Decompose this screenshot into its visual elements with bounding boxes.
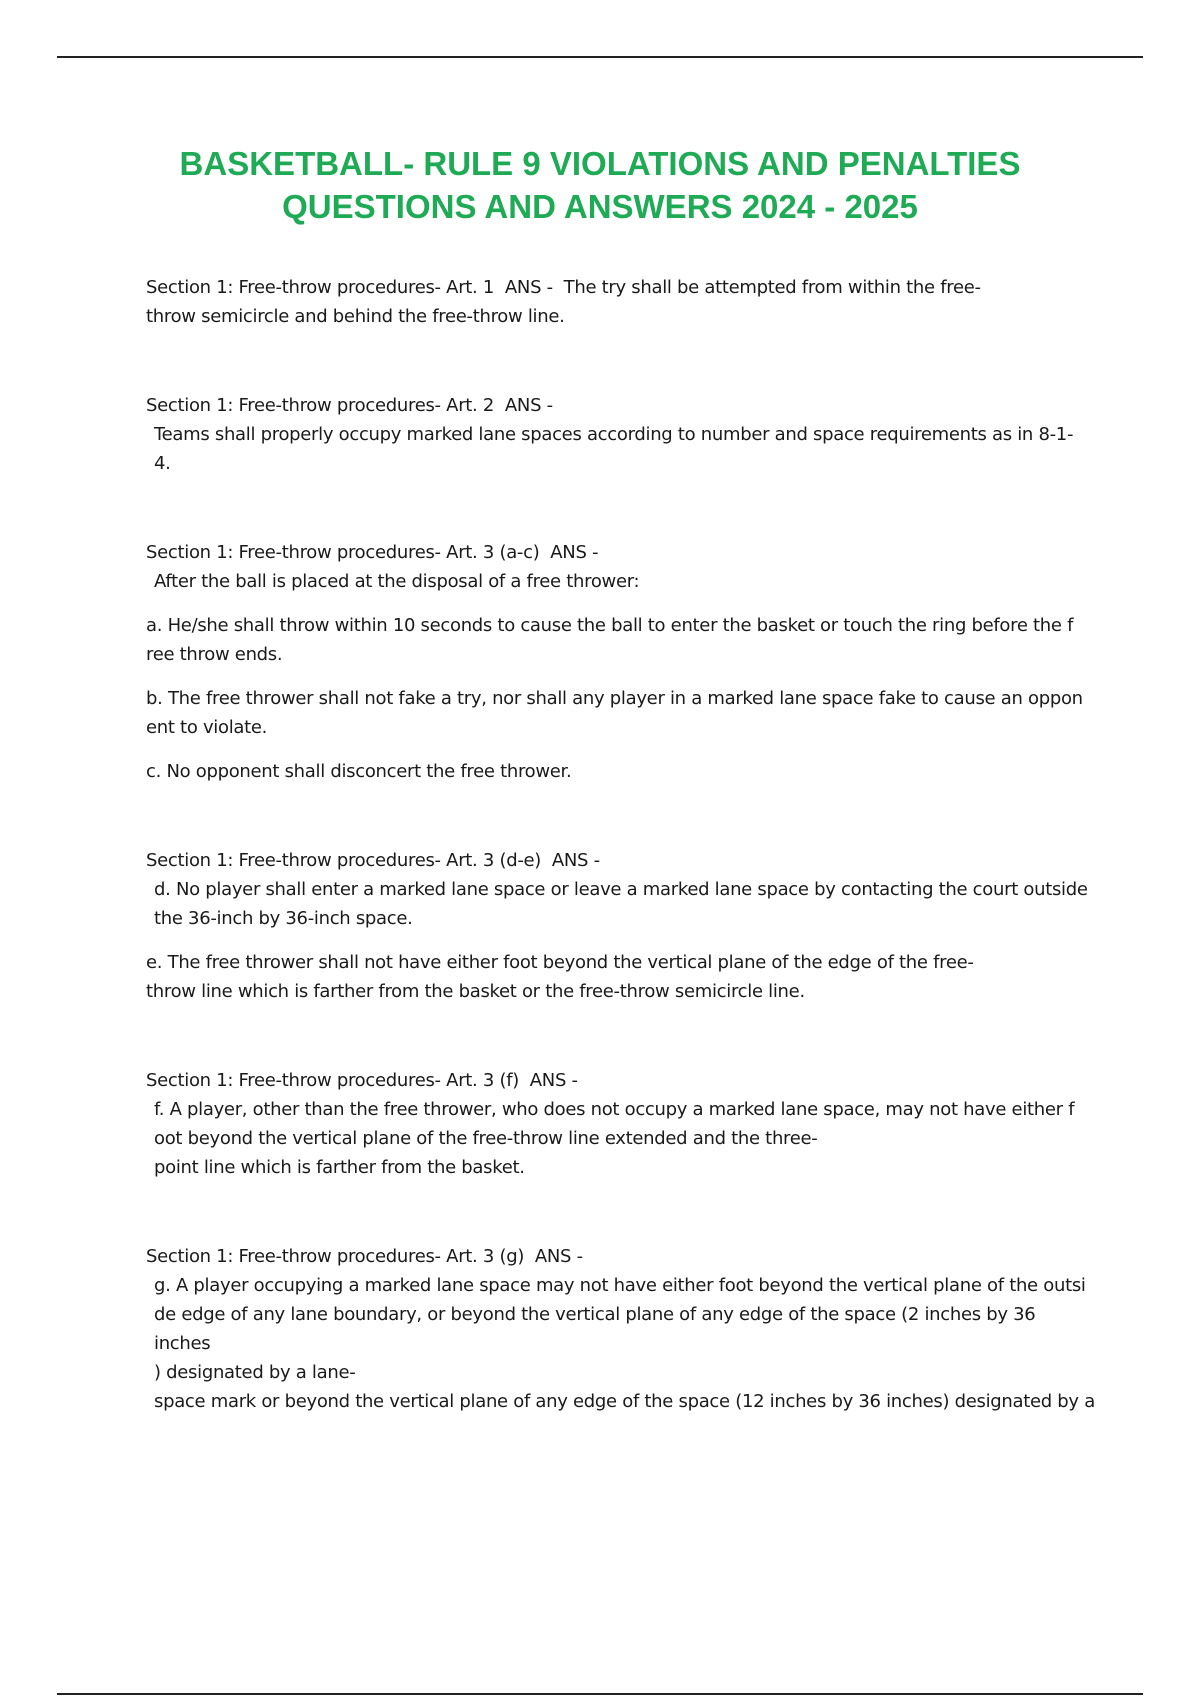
- answer-item-a: a. He/she shall throw within 10 seconds to cause the ball to enter the basket or touch the ring before the f ree throw ends.: [146, 615, 1074, 665]
- question-text: Section 1: Free-throw procedures- Art. 2 ANS -: [146, 395, 553, 416]
- question-text: Section 1: Free-throw procedures- Art. 1 ANS - The try shall be attempted from within the free- throw semicircle and behind the free-throw line.: [146, 277, 981, 327]
- document-title: [120, 142, 1080, 228]
- qa-entry-art3-d-e: [146, 846, 1096, 1006]
- qa-entry-art3-f: [146, 1066, 1096, 1182]
- answer-item-c: c. No opponent shall disconcert the free thrower.: [146, 761, 572, 782]
- answer-intro: After the ball is placed at the disposal of a free thrower:: [154, 571, 640, 592]
- question-text: Section 1: Free-throw procedures- Art. 3 (d-e) ANS -: [146, 850, 600, 871]
- qa-entry-art2: [146, 391, 1096, 478]
- answer-item-g: g. A player occupying a marked lane space may not have either foot beyond the vertical plane of the outsi de edge of any lane boundary, or beyond the vertical plane of any edge of the space (2 inches by 36 inches ) designated by a lane- space mark or beyond the vertical plane of any edge of the space (12 inches by 36 inches) designated by a: [154, 1275, 1095, 1412]
- qa-list: [146, 273, 1096, 1476]
- qa-entry-art3-a-c: [146, 538, 1096, 786]
- question-text: Section 1: Free-throw procedures- Art. 3 (a-c) ANS -: [146, 542, 599, 563]
- title-line-2: QUESTIONS AND ANSWERS 2024 - 2025: [282, 188, 918, 225]
- answer-item-f: f. A player, other than the free thrower, who does not occupy a marked lane space, may not have either f oot beyond the vertical plane of the free-throw line extended and the three- point line which is farther from the basket.: [154, 1099, 1075, 1178]
- answer-text: Teams shall properly occupy marked lane spaces according to number and space requirements as in 8-1- 4.: [154, 424, 1074, 474]
- qa-entry-art3-g: [146, 1242, 1096, 1416]
- question-text: Section 1: Free-throw procedures- Art. 3 (f) ANS -: [146, 1070, 578, 1091]
- title-line-1: BASKETBALL- RULE 9 VIOLATIONS AND PENALTIES: [179, 145, 1021, 182]
- answer-item-d: d. No player shall enter a marked lane space or leave a marked lane space by contacting the court outside the 36-inch by 36-inch space.: [154, 879, 1088, 929]
- question-text: Section 1: Free-throw procedures- Art. 3 (g) ANS -: [146, 1246, 583, 1267]
- answer-item-b: b. The free thrower shall not fake a try, nor shall any player in a marked lane space fake to cause an oppon ent to violate.: [146, 688, 1083, 738]
- top-rule: [57, 56, 1143, 58]
- bottom-rule: [57, 1693, 1143, 1695]
- answer-item-e: e. The free thrower shall not have either foot beyond the vertical plane of the edge of the free- throw line which is farther from the basket or the free-throw semicircle line.: [146, 952, 974, 1002]
- qa-entry-art1: [146, 273, 1096, 331]
